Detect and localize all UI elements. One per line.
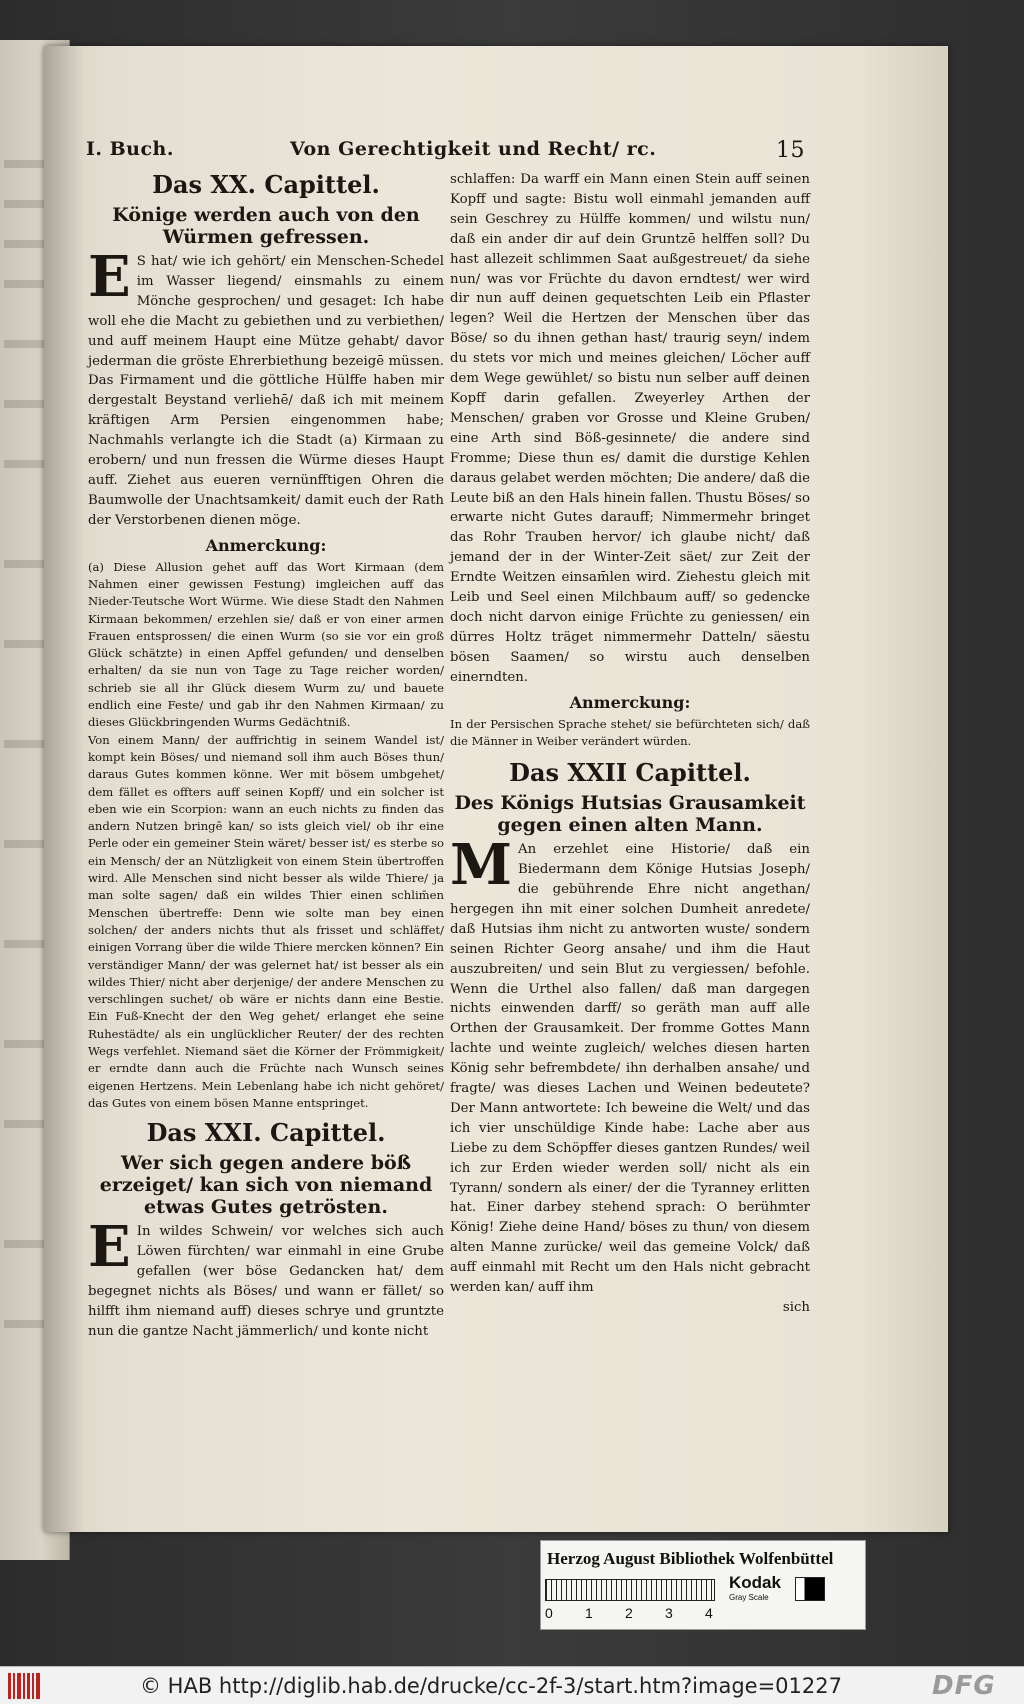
gray-scale-label: Gray Scale [729, 1593, 769, 1602]
dfg-logo: DFG [932, 1671, 996, 1701]
chapter-20-body [88, 244, 444, 531]
chapter-20-dropcap: E [88, 244, 131, 310]
barcode-icon [6, 1671, 44, 1701]
ruler [545, 1579, 715, 1601]
chapter-20-title: Das XX. Capittel. [152, 170, 380, 199]
ruler-numbers [545, 1605, 725, 1623]
chapter-21-dropcap: E [88, 1214, 131, 1281]
catchword: sich [782, 1300, 810, 1315]
note-1-heading: Anmerckung: [205, 535, 327, 555]
chapter-21-subtitle: Wer sich gegen andere böß erzeiget/ kan sich von niemand etwas Gutes getrösten. [99, 1152, 433, 1219]
color-scale-card [540, 1540, 866, 1630]
chapter-21-title: Das XXI. Capittel. [146, 1118, 386, 1148]
note-2-text: In der Persischen Sprache stehet/ sie befürchteten sich/ daß die Männer in Weiber verändert würden. [450, 716, 810, 748]
running-head-title: Von Gerechtigkeit und Recht/ rc. [290, 138, 657, 160]
note-2-heading: Anmerckung: [569, 692, 691, 712]
chapter-22-title: Das XXII Capittel. [509, 758, 751, 788]
page-number: 15 [776, 138, 805, 163]
chapter-22-text: An erzehlet eine Historie/ daß ein Biedermann dem Könige Hutsias Joseph/ die gebührende Ehre nicht angethan/ hergegen ihn mit einer solchen Dumheit anredete/ daß Hutsias ihm nicht zu antworten wuste/ sondern seinen Richter Georg ansahe/ und ihm die Haut auszubreiten/ und sein Blut zu vergiessen/ befohle. Wenn die Urthel also fallen/ daß man dargegen nichts einwenden darff/ so geräth man auff alle Orthen der Grausamkeit. Der fromme Gottes Mann lachte und weinte zugleich/ welches diesen harten König sehr befrembdete/ ihn derhalben ansahe/ und fragte/ was dieses Lachen und Weinen bedeutete? Der Mann antwortete: Ich beweine die Welt/ und das ich vier unschüldige Kinde habe: Lache aber aus Liebe zu dem Schöpffer dieses gantzen Rundes/ weil ich zur Erden wieder werden soll/ nicht als ein Tyrann/ sondern als einer/ der die Tyranney erlitten hat. Einer darbey stehend sprach: O berühmter König! Ziehe deine Hand/ böses zu thun/ von diesem alten Manne zurücke/ weil das gemeine Volck/ daß auff einmahl mit Recht um den Hals nicht gebracht werden kan/ auff ihm [450, 842, 810, 1296]
left-column [88, 170, 444, 1342]
chapter-22-subtitle: Des Königs Hutsias Grausamkeit gegen einen alten Mann. [454, 792, 806, 837]
chapter-20-text: S hat/ wie ich gehört/ ein Menschen-Schedel im Wasser liegend/ einsmahls zu einem Mönche gesprochen/ und gesaget: Ich habe woll ehe die Macht zu gebiethen und zu verbiethen/ und auff meinem Haupt eine Mütze gehabt/ davor jederman die gröste Ehrerbiethung bezeigē müssen. Das Firmament und die göttliche Hülffe haben mir dergestalt Beystand verliehē/ daß ich mit meinem kräftigen Arm Persien eingenommen habe; Nachmahls verlangte ich die Stadt (a) Kirmaan zu erobern/ und nun fressen die Würme dieses Haupt auff. Ziehet aus eueren vernünfftigen Ohren die Baumwolle der Unachtsamkeit/ damit euch der Rath der Verstorbenen dienen möge. [88, 254, 444, 528]
ruler-tick-label: 1 [585, 1605, 593, 1621]
running-head-book: I. Buch. [86, 138, 174, 160]
footer-bar [0, 1666, 1024, 1704]
gray-swatch [795, 1577, 825, 1601]
chapter-22-dropcap: M [450, 832, 512, 899]
chapter-20-subtitle: Könige werden auch von den Würmen gefressen. [112, 204, 420, 248]
note-1-text: (a) Diese Allusion gehet auff das Wort Kirmaan (dem Nahmen einer gewissen Festung) imgleichen auff das Nieder-Teutsche Wort Würme. Wie diese Stadt den Nahmen Kirmaan bekommen/ erzehlen sie/ daß er von einer armen Frauen entsprossen/ die einen Wurm (so sie vor ein groß Glück schätzte) in einen Apffel gefunden/ und denselben erhalten/ da sie nun von Tage zu Tage reicher worden/ schrieb sie all ihr Glück diesem Wurm zu/ und bauete endlich eine Feste/ und gab ihr den Nahmen Kirmaan/ zu dieses Glückbringenden Wurms Gedächtniß. [88, 559, 444, 730]
chapter-22-body [450, 832, 810, 1298]
ruler-tick-label: 2 [625, 1605, 633, 1621]
ruler-tick-label: 0 [545, 1605, 553, 1621]
chapter-21-body [88, 1214, 444, 1341]
copyright-link[interactable]: © HAB http://diglib.hab.de/drucke/cc-2f-3/start.htm?image=01227 [140, 1674, 842, 1698]
continued-text: schlaffen: Da warff ein Mann einen Stein auff seinen Kopff und sagte: Bistu woll einmahl jemanden auff sein Geschrey zu Hülffe kommen/ und wilstu nun/ daß ein ander dir auf dein Gruntzē helffen soll? Du hast allezeit schlimmen Saat außgestreuet/ da siehe nun/ was vor Früchte du davon erndtest/ wer wird dir nun auff deinen gequetschten Leib ein Pflaster legen? Weil die Hertzen der Menschen über das Böse/ so du ihnen gethan hast/ traurig seyn/ indem du stets vor mich und meines gleichen/ Löcher auff dem Wege gewühlet/ so bistu nun selber auff deinen Kopff darin gefallen. Zweyerley Arthen der Menschen/ graben vor Grosse und Kleine Gruben/ eine Arth sind Böß-gesinnete/ die andere sind Fromme; Diese thun es/ damit die durstige Kehlen daraus gelabet werden möchten; Die andere/ daß die Leute biß an den Hals hinein fallen. Thustu Böses/ so erwarte nicht Gutes darauff; Nimmermehr bringet das Rohr Trauben hervor/ ich glaube nicht/ daß jemand der in der Winter-Zeit säet/ zur Zeit der Erndte Weitzen einsam̄len wird. Ziehestu gleich mit Leib und Seel einen Milchbaum auff/ so gedencke doch nicht darvon einige Früchte zu geniessen/ ein dürres Holtz träget nimmermehr Datteln/ säestu bösen Saamen/ so wirstu auch denselben einerndten. [450, 172, 810, 685]
ruler-tick-label: 3 [665, 1605, 673, 1621]
library-name: Herzog August Bibliothek Wolfenbüttel [547, 1549, 834, 1568]
right-column [450, 170, 810, 1318]
kodak-logo: Kodak [729, 1573, 781, 1592]
note-1-text-continued: Von einem Mann/ der auffrichtig in seinem Wandel ist/ kompt kein Böses/ und niemand soll ihm auch Böses thun/ daraus Gutes kommen könne. Wer mit bösem umbgehet/ dem fället es offters auff seinen Kopff/ und ein solcher ist eben wie ein Scorpion: wann an euch nichts zu finden das andern Nutzen bringē kan/ so ists gleich viel/ ob ihr eine Perle oder ein gemeiner Stein wäret/ besser ist/ es sterbe so ein Mensch/ der an Nützligkeit von einem Stein übertroffen wird. Alle Menschen sind nicht besser als wilde Thiere/ ja man solte sagen/ daß ein wildes Thier einen schlim̄en Menschen übertreffe: Denn wie solte man bey einen solchen/ der anders nichts thut als frisset und schläffet/ einigen Vorrang über die wilde Thiere mercken können? Ein verständiger Mann/ der was gelernet hat/ ist besser als ein wildes Thier/ nicht aber derjenige/ der andere Menschen zu verschlingen suchet/ ob wäre er nichts dann eine Bestie. Ein Fuß-Knecht der den Weg gehet/ erlanget ehe seine Ruhestädte/ als ein unglücklicher Reuter/ der des rechten Wegs verfehlet. Niemand säet die Körner der Frömmigkeit/ er erndte dann auch die Früchte nach Wunsch seines eigenen Hertzens. Mein Lebenlang habe ich nicht gehöret/ das Gutes von einem bösen Manne entspringet. [88, 732, 444, 1110]
ruler-tick-label: 4 [705, 1605, 713, 1621]
chapter-21-text: In wildes Schwein/ vor welches sich auch Löwen fürchten/ war einmahl in eine Grube gefallen (wer böse Gedancken hat/ dem begegnet nichts als Böses/ und wann er fället/ so hilfft ihm niemand auff) dieses schrye und gruntzte nun die gantze Nacht jämmerlich/ und konte nicht [88, 1224, 444, 1339]
